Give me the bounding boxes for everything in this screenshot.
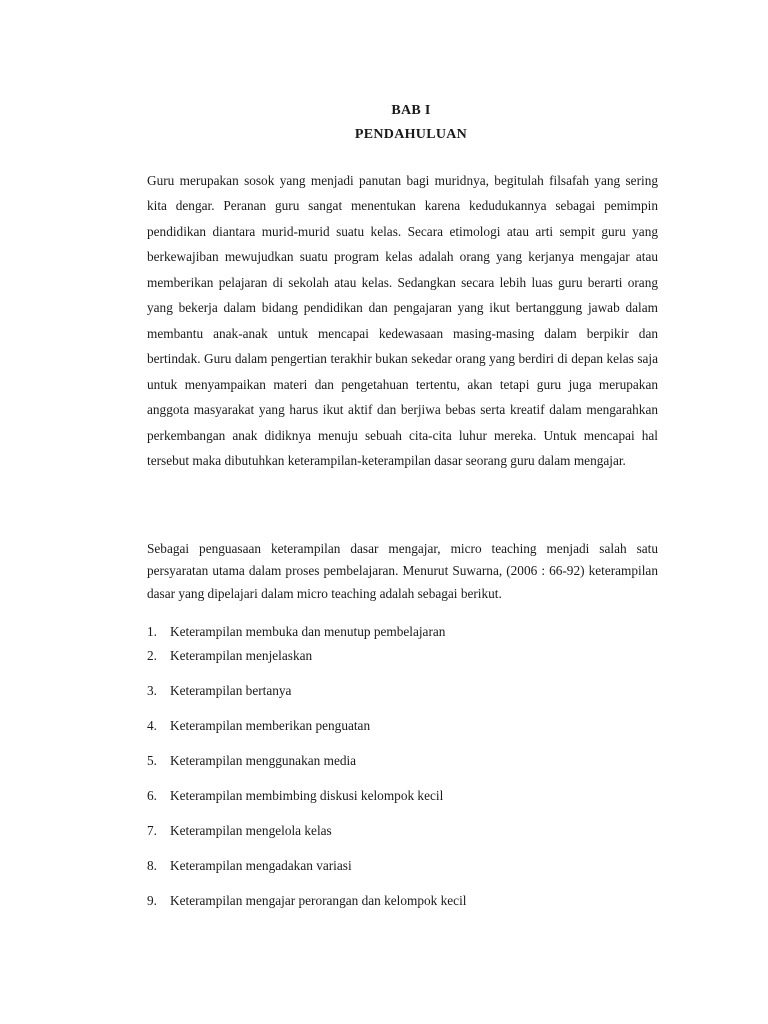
chapter-title: PENDAHULUAN xyxy=(354,127,468,142)
list-item-text: Keterampilan menjelaskan xyxy=(170,648,313,663)
list-item xyxy=(147,786,443,806)
list-item-text: Keterampilan menggunakan media xyxy=(170,753,357,768)
list-item-number: 8. xyxy=(147,858,157,873)
list-item xyxy=(147,646,312,666)
list-item xyxy=(147,751,356,771)
list-item-number: 9. xyxy=(147,893,157,908)
list-item xyxy=(147,821,332,841)
list-item-text: Keterampilan membimbing diskusi kelompok kecil xyxy=(170,788,444,803)
list-item-text: Keterampilan mengadakan variasi xyxy=(170,858,352,873)
list-item xyxy=(147,716,370,736)
list-item xyxy=(147,681,291,701)
list-item-number: 6. xyxy=(147,788,157,803)
list-item-number: 7. xyxy=(147,823,157,838)
list-item-number: 1. xyxy=(147,624,157,639)
list-item-number: 2. xyxy=(147,648,157,663)
list-item-number: 3. xyxy=(147,683,157,698)
list-item-text: Keterampilan mengelola kelas xyxy=(170,823,332,838)
list-item xyxy=(147,891,466,911)
list-item xyxy=(147,856,352,876)
list-item-number: 5. xyxy=(147,753,157,768)
list-item-text: Keterampilan bertanya xyxy=(170,683,292,698)
chapter-heading: BAB I xyxy=(391,103,431,118)
list-item-text: Keterampilan mengajar perorangan dan kelompok kecil xyxy=(170,893,467,908)
list-item xyxy=(147,622,445,642)
list-item-text: Keterampilan membuka dan menutup pembelajaran xyxy=(170,624,446,639)
intro-paragraph: Guru merupakan sosok yang menjadi panutan bagi muridnya, begitulah filsafah yang sering kita dengar. Peranan guru sangat menentukan karena kedudukannya sebagai pemimpin pendidikan diantara murid-murid suatu kelas. Secara etimologi atau arti sempit guru yang berkewajiban mewujudkan suatu program kelas adalah orang yang kerjanya mengajar atau memberikan pelajaran di sekolah atau kelas. Sedangkan secara lebih luas guru berarti orang yang bekerja dalam bidang pendidikan dan pengajaran yang ikut bertanggung jawab dalam membantu anak-anak untuk mencapai kedewasaan masing-masing dalam berpikir dan bertindak. Guru dalam pengertian terakhir bukan sekedar orang yang berdiri di depan kelas saja untuk menyampaikan materi dan pengetahuan tertentu, akan tetapi guru juga merupakan anggota masyarakat yang harus ikut aktif dan berjiwa bebas serta kreatif dalam mengarahkan perkembangan anak didiknya menuju sebuah cita-cita luhur mereka. Untuk mencapai hal tersebut maka dibutuhkan keterampilan-keterampilan dasar seorang guru dalam mengajar. xyxy=(147,173,658,468)
list-item-text: Keterampilan memberikan penguatan xyxy=(170,718,371,733)
skills-intro-paragraph: Sebagai penguasaan keterampilan dasar mengajar, micro teaching menjadi salah satu persyaratan utama dalam proses pembelajaran. Menurut Suwarna, (2006 : 66-92) keterampilan dasar yang dipelajari dalam micro teaching adalah sebagai berikut. xyxy=(147,541,658,601)
list-item-number: 4. xyxy=(147,718,157,733)
